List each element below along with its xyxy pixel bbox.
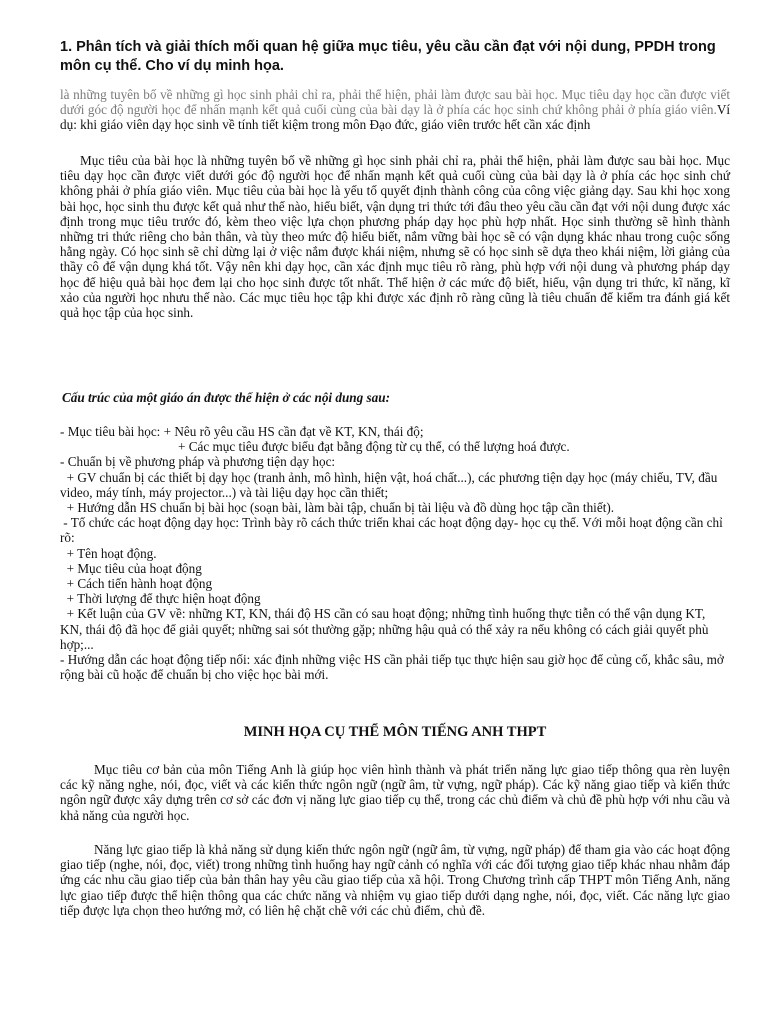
lesson-plan-structure-list (60, 424, 730, 682)
structure-line: + Mục tiêu của hoạt động (60, 560, 202, 576)
objective-paragraph: Mục tiêu của bài học là những tuyên bố về những gì học sinh phải chỉ ra, phải thể hiện, phải làm được sau bài học. Mục tiêu dạy học cần được viết dưới góc độ người học để nhấn mạnh kết quả cuối cùng của bài dạy là ở phía các học sinh chứ không phải ở phía giáo viên. Mục tiêu của bài học là yếu tố quyết định thành công của công việc giảng dạy. Sau khi học xong bài học, học sinh thu được kết quả như thế nào, hiểu biết, vận dụng tri thức tới đâu theo yêu cầu cần đạt với nội dung được xác định trong mục tiêu trước đó, kèm theo việc lựa chọn phương pháp dạy học phù hợp nhất. Học sinh thường sẽ hình thành những tri thức riêng cho bản thân, và tùy theo mức độ hiểu biết, nắm vững bài học sẽ có vận dụng khác nhau trong cuộc sống hằng ngày. Có học sinh sẽ chỉ dừng lại ở việc nắm được khái niệm, nhưng sẽ có học sinh sẽ dựa theo khái niệm, lời giảng của thầy cô để vận dụng khá tốt. Vậy nên khi dạy học, cần xác định mục tiêu rõ ràng, phù hợp với nội dung và phương pháp dạy học để hiệu quả bài học đem lại cho học sinh được tốt nhất. Thể hiện ở các mức độ biết, hiểu, vận dụng tri thức, kĩ năng, kĩ xảo của người học nhưu thế nào. Các mục tiêu học tập khi được xác định rõ ràng cũng là tiêu chuẩn để kiểm tra đánh giá kết quả học tập của học sinh. (60, 153, 730, 321)
structure-line: - Mục tiêu bài học: + Nêu rõ yêu cầu HS cần đạt về KT, KN, thái độ; (60, 424, 424, 439)
structure-line: + Kết luận của GV về: những KT, KN, thái độ HS cần có sau hoạt động; những tình huống thực tiễn có thể vận dụng KT, KN, thái độ đã học để giải quyết; những sai sót thường gặp; những hậu quả có thể xảy ra nếu không có cách giải quyết phù hợp;... (60, 606, 712, 652)
intro-example-text: Ví dụ: khi giáo viên dạy học sinh về tính tiết kiệm trong môn Đạo đức, giáo viên trước hết cần xác định (60, 102, 730, 133)
intro-paragraph (60, 87, 730, 133)
structure-line: + Tên hoạt động. (60, 545, 157, 561)
structure-line: + Các mục tiêu được biểu đạt bằng động từ cụ thể, có thể lượng hoá được. (178, 439, 570, 455)
english-goal-paragraph: Mục tiêu cơ bản của môn Tiếng Anh là giúp học viên hình thành và phát triển năng lực giao tiếp thông qua rèn luyện các kỹ năng nghe, nói, đọc, viết và các kiến thức ngôn ngữ (ngữ âm, từ vựng, ngữ pháp). Các kỹ năng giao tiếp và kiến thức ngôn ngữ được xây dựng trên cơ sở các đơn vị năng lực giao tiếp cụ thể, trong các chủ điểm và chủ đề phù hợp với nhu cầu và khả năng của người học. (60, 762, 730, 823)
structure-line: - Tổ chức các hoạt động dạy học: Trình bày rõ cách thức triển khai các hoạt động dạy- học cụ thể. Với mỗi hoạt động cần chỉ rõ: (60, 515, 727, 546)
question-heading: 1. Phân tích và giải thích mối quan hệ giữa mục tiêu, yêu cầu cần đạt với nội dung, PPDH trong môn cụ thể. Cho ví dụ minh họa. (60, 39, 716, 74)
structure-line: - Hướng dẫn các hoạt động tiếp nối: xác định những việc HS cần phải tiếp tục thực hiện sau giờ học để củng cố, khắc sâu, mở rộng bài cũ hoặc để chuẩn bị cho việc học bài mới. (60, 652, 728, 683)
structure-line: + Cách tiến hành hoạt động (60, 576, 213, 592)
lesson-plan-structure-title: Cấu trúc của một giáo án được thể hiện ở các nội dung sau: (62, 390, 390, 405)
section-title: MINH HỌA CỤ THỂ MÔN TIẾNG ANH THPT (243, 724, 547, 740)
structure-line: - Chuẩn bị về phương pháp và phương tiện dạy học: (60, 454, 336, 470)
intro-gray-text: là những tuyên bố về những gì học sinh phải chỉ ra, phải thể hiện, phải làm được sau bài học. Mục tiêu dạy học cần được viết dưới góc độ người học để nhấn mạnh kết quả cuối cùng của bài dạy là ở phía các học sinh chứ không phải ở phía giáo viên. (60, 87, 730, 118)
structure-line: + Thời lượng để thực hiện hoạt động (60, 591, 261, 607)
communication-competence-paragraph: Năng lực giao tiếp là khả năng sử dụng kiến thức ngôn ngữ (ngữ âm, từ vựng, ngữ pháp) để tham gia vào các hoạt động giao tiếp (nghe, nói, đọc, viết) trong những tình huống hay ngữ cảnh có nghĩa với các đối tượng giao tiếp khác nhau nhằm đáp ứng các nhu cầu giao tiếp của bản thân hay yêu cầu giao tiếp của xã hội. Trong Chương trình cấp THPT môn Tiếng Anh, năng lực giao tiếp được thể hiện thông qua các chức năng và nhiệm vụ giao tiếp dưới dạng nghe, nói, đọc, viết. Các năng lực giao tiếp được lựa chọn theo hướng mở, có liên hệ chặt chẽ với các chủ điểm, chủ đề. (60, 842, 730, 918)
structure-line: + Hướng dẫn HS chuẩn bị bài học (soạn bài, làm bài tập, chuẩn bị tài liệu và đồ dùng học tập cần thiết). (60, 500, 615, 516)
structure-line: + GV chuẩn bị các thiết bị dạy học (tranh ảnh, mô hình, hiện vật, hoá chất...), các phương tiện dạy học (máy chiếu, TV, đầu video, máy tính, máy projector...) và tài liệu dạy học cần thiết; (60, 469, 721, 500)
